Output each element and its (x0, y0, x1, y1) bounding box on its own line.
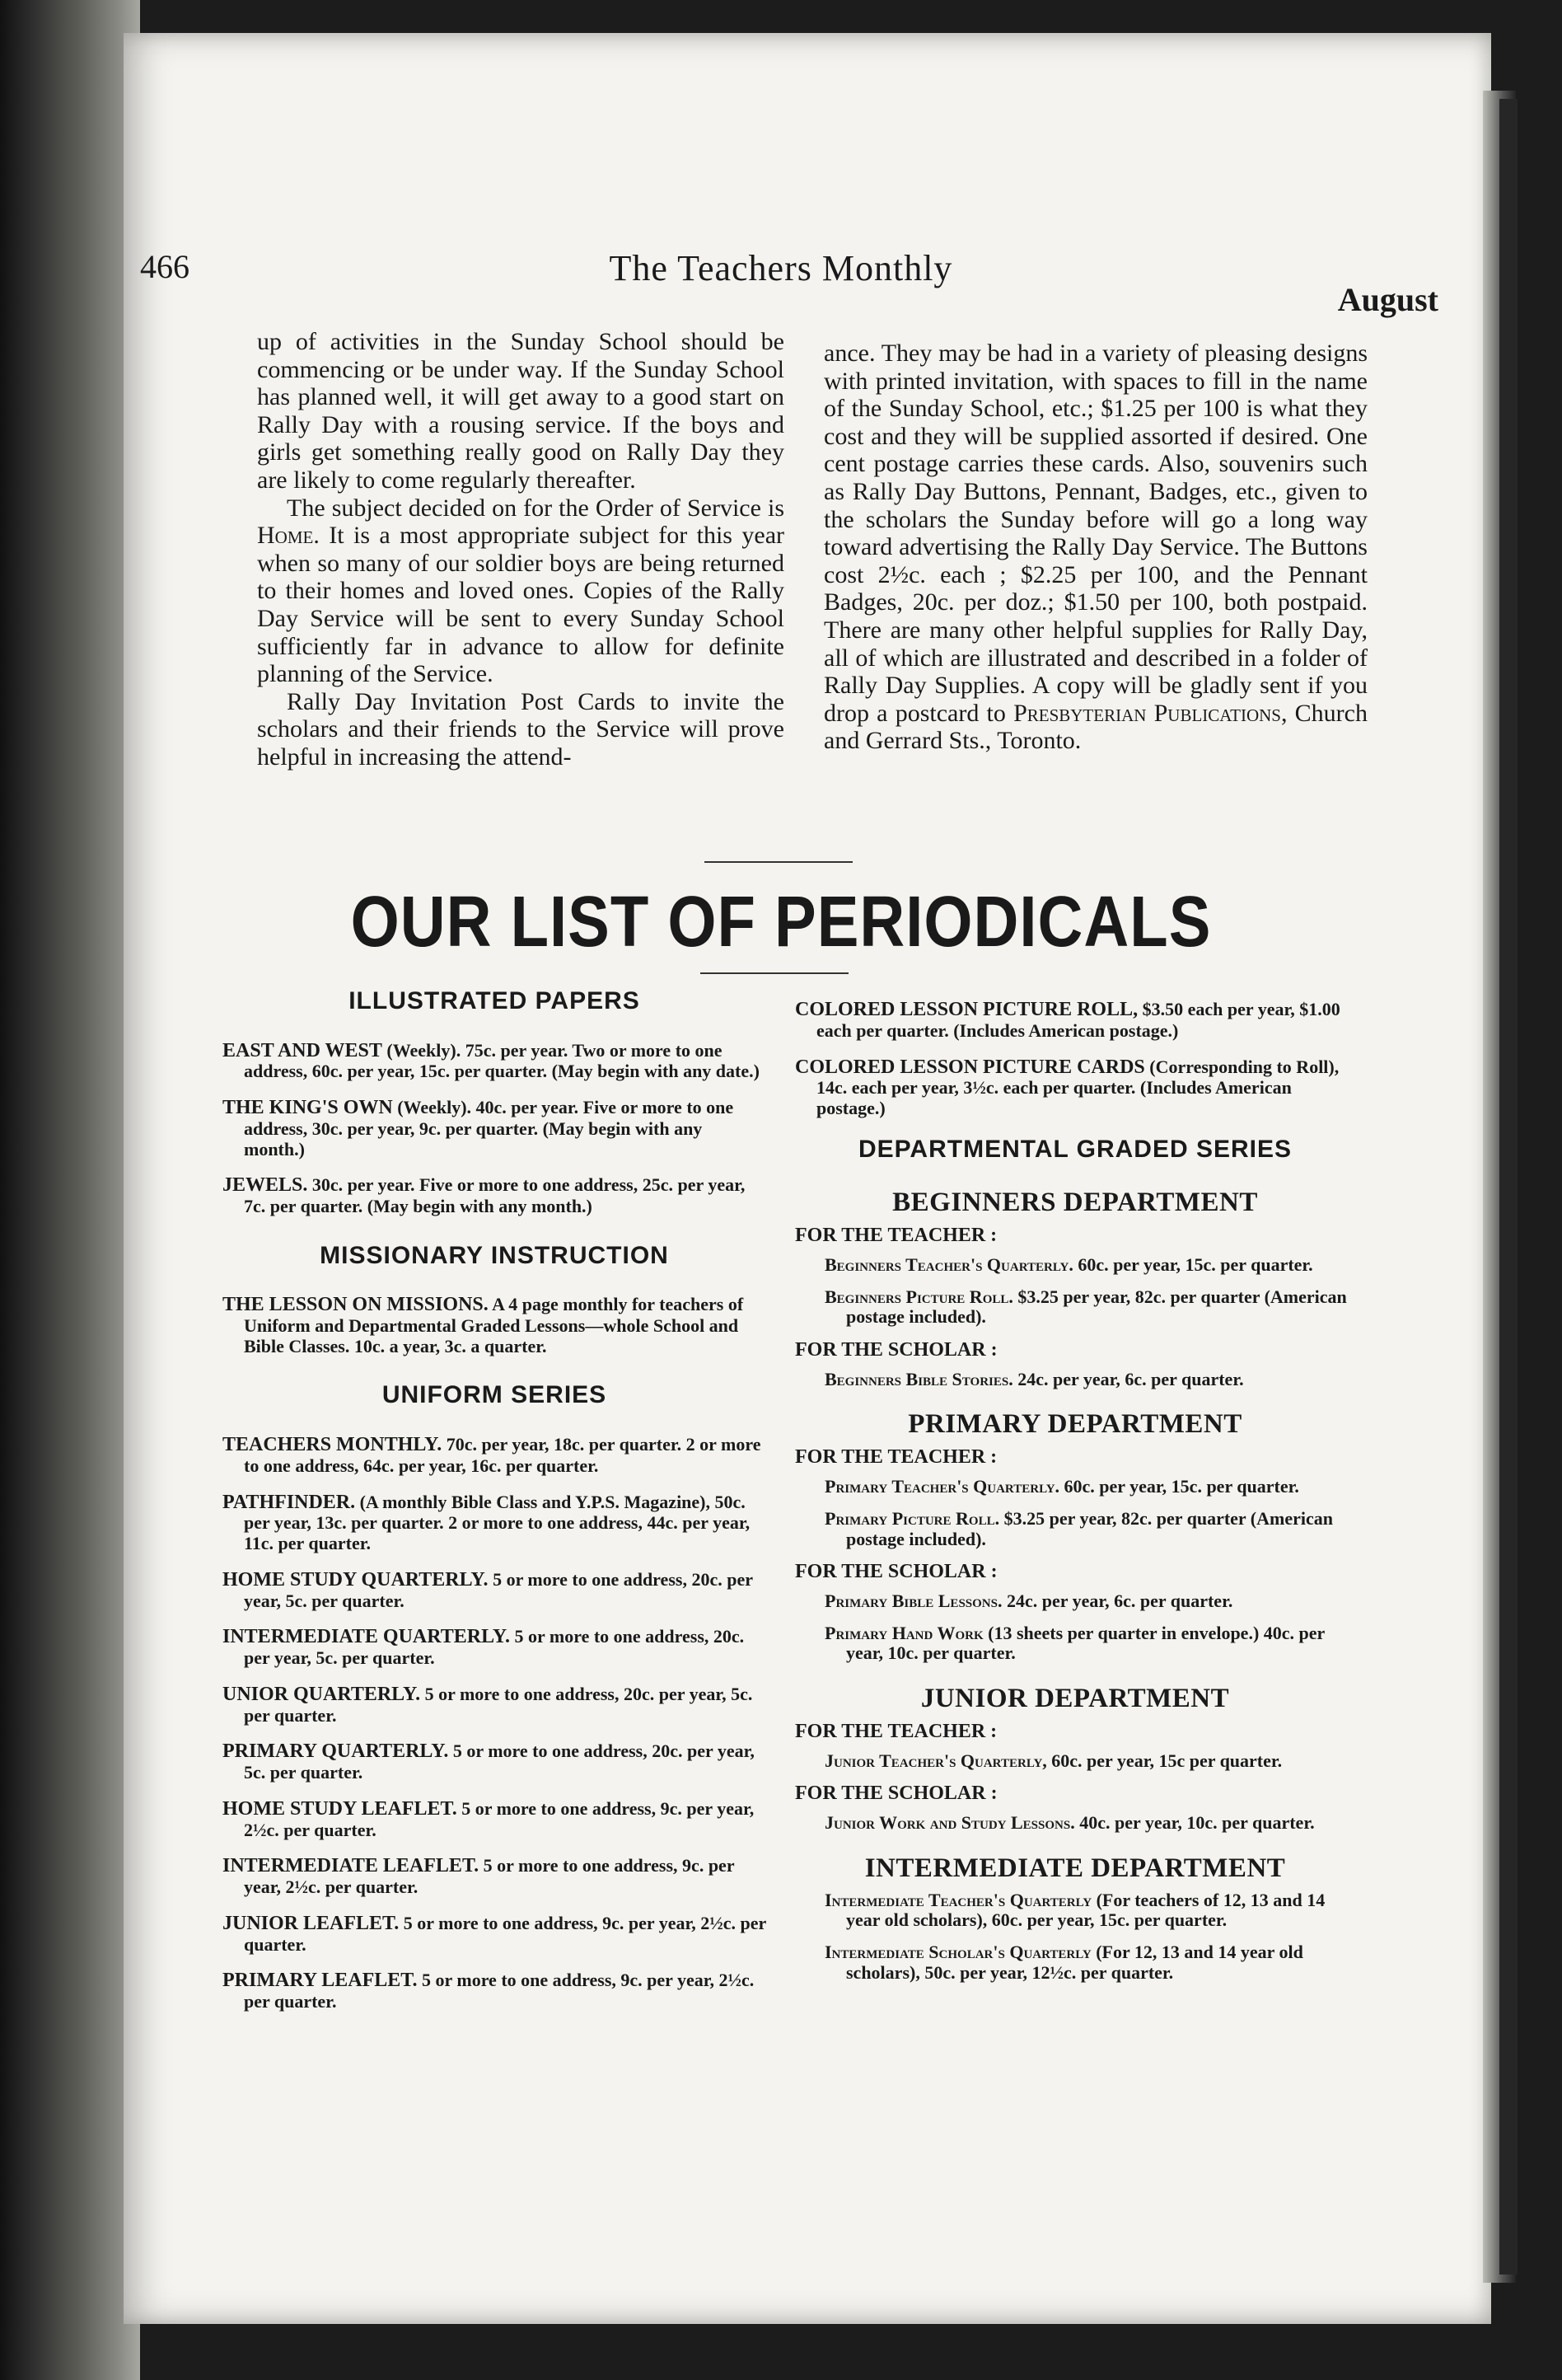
running-title: The Teachers Monthly (609, 248, 953, 288)
periodical-entry (222, 1970, 766, 2012)
periodicals-right-column (795, 999, 1355, 1994)
periodical-entry (795, 999, 1355, 1042)
book-page-stack-left (0, 0, 140, 2380)
missionary-list (222, 1294, 766, 1356)
picture-roll-list (795, 999, 1355, 1119)
periodical-entry (222, 1740, 766, 1783)
prose-right-column (824, 340, 1368, 755)
periodical-name: Beginners Teacher's Quarterly. (825, 1254, 1073, 1276)
prose-paragraph: Rally Day Invitation Post Cards to invite the scholars and their friends to the Service will prove helpful in increasing the attend- (257, 687, 784, 771)
periodical-details: $3.50 each per year, $1.00 each per quarter. (Includes American postage.) (816, 999, 1340, 1041)
missionary-instruction-heading: MISSIONARY INSTRUCTION (320, 1241, 669, 1269)
periodical-details: 70c. per year, 18c. per quarter. 2 or more to one address, 64c. per year, 16c. per quarter. (244, 1434, 761, 1476)
periodical-entry (222, 1626, 766, 1669)
for-the-scholar-label: FOR THE SCHOLAR : (795, 1338, 998, 1361)
periodical-details: (Weekly). 40c. per year. Five or more to one address, 30c. per year, 9c. per quarter. (May begin with any month.) (244, 1097, 734, 1160)
periodical-entry (825, 1751, 1355, 1772)
periodical-name: INTERMEDIATE LEAFLET. (222, 1855, 479, 1877)
periodical-name: THE KING'S OWN (222, 1097, 393, 1119)
illustrated-papers-list (222, 1040, 766, 1217)
junior-teacher-list (795, 1751, 1355, 1772)
periodical-details: 24c. per year, 6c. per quarter. (1012, 1368, 1244, 1389)
periodical-entry (825, 1509, 1355, 1549)
periodical-name: INTERMEDIATE QUARTERLY. (222, 1626, 511, 1648)
periodical-name: THE LESSON ON MISSIONS. (222, 1294, 489, 1316)
periodical-name: HOME STUDY LEAFLET. (222, 1797, 457, 1820)
periodical-details: (13 sheets per quarter in envelope.) 40c. per year, 10c. per quarter. (846, 1622, 1325, 1664)
periodical-details: 5 or more to one address, 20c. per year, 5c. per quarter. (244, 1626, 745, 1669)
prose-text: . It is a most appropriate subject for this year when so many of our soldier boys are being returned to their homes and loved ones. Copies of the Rally Day Service will be sent to every Sunday School sufficiently far in advance to allow for definite planning of the Service. (257, 522, 784, 688)
periodical-entry (222, 1174, 766, 1217)
periodical-details: (For teachers of 12, 13 and 14 year old scholars), 60c. per year, 15c. per quarter. (846, 1889, 1326, 1931)
periodical-name: Primary Bible Lessons. (825, 1591, 1003, 1611)
periodical-details: 5 or more to one address, 9c. per year, 2½c. per quarter. (244, 1912, 766, 1955)
beginners-teacher-list (795, 1255, 1355, 1328)
order-of-service-subject: Home (257, 522, 314, 550)
periodical-entry (795, 1056, 1355, 1119)
periodical-details: 60c. per year, 15c. per quarter. (1059, 1476, 1299, 1497)
periodical-details: 40c. per year, 10c. per quarter. (1074, 1812, 1315, 1834)
prose-left-column (257, 328, 784, 771)
periodical-details: (A monthly Bible Class and Y.P.S. Magazine), 50c. per year, 13c. per quarter. 2 or more to one address, 44c. per year, 11c. per quarter. (244, 1491, 751, 1554)
intermediate-department-heading: INTERMEDIATE DEPARTMENT (864, 1853, 1286, 1883)
prose-text: The subject decided on for the Order of Service is (287, 494, 784, 522)
periodical-name: JUNIOR LEAFLET. (222, 1912, 400, 1934)
periodical-entry (825, 1591, 1355, 1612)
periodical-name: PATHFINDER. (222, 1491, 356, 1513)
periodical-entry (222, 1294, 766, 1356)
periodical-details: 24c. per year, 6c. per quarter. (1002, 1591, 1233, 1611)
periodical-details: 5 or more to one address, 9c. per year, 2½c. per quarter. (244, 1855, 735, 1898)
periodical-entry (222, 1798, 766, 1841)
periodical-details: (Weekly). 75c. per year. Two or more to one address, 60c. per year, 15c. per quarter. (May begin with any date.) (244, 1039, 760, 1082)
beginners-department-heading: BEGINNERS DEPARTMENT (892, 1188, 1258, 1218)
periodical-entry (222, 1913, 766, 1956)
periodical-details: $3.25 per year, 82c. per quarter (American postage included). (846, 1507, 1333, 1549)
page-number: 466 (140, 248, 189, 285)
periodical-details: (Corresponding to Roll), 14c. each per year, 3½c. each per quarter. (Includes American postage.) (816, 1056, 1340, 1118)
prose-text: ance. They may be had in a variety of pleasing designs with printed invitation, with spaces to fill in the name of the Sunday School, etc.; $1.25 per 100 is what they cost and they will be supplied assorted if desired. One cent postage carries these cards. Also, souvenirs such as Rally Day Buttons, Pennant, Badges, etc., given to the scholars the Sunday before will go a long way toward advertising the Rally Day Service. The Buttons cost 2½c. each ; $2.25 per 100, and the Pennant Badges, 20c. per doz.; $1.50 per 100, both postpaid. There are many other helpful supplies for Rally Day, all of which are illustrated and described in a folder of Rally Day Supplies. A copy will be gladly sent if you drop a postcard to (824, 340, 1368, 727)
periodical-entry (222, 1492, 766, 1554)
periodical-entry (222, 1855, 766, 1898)
periodical-entry (825, 1255, 1355, 1276)
junior-scholar-list (795, 1813, 1355, 1834)
for-the-teacher-label: FOR THE TEACHER : (795, 1225, 998, 1247)
prose-paragraph: up of activities in the Sunday School should be commencing or be under way. If the Sunday School has planned well, it will get away to a good start on Rally Day with a rousing service. If the boys and girls get something really good on Rally Day they are likely to come regularly thereafter. (257, 328, 784, 494)
periodical-entry (825, 1477, 1355, 1497)
periodical-name: COLORED LESSON PICTURE CARDS (795, 1056, 1145, 1078)
publisher-name: Presbyterian Publications (1013, 699, 1281, 727)
periodical-entry (825, 1370, 1355, 1390)
periodical-entry (222, 1097, 766, 1160)
periodical-name: COLORED LESSON PICTURE ROLL, (795, 999, 1139, 1020)
periodical-details: $3.25 per year, 82c. per quarter (American postage included). (846, 1286, 1347, 1328)
periodical-name: HOME STUDY QUARTERLY. (222, 1568, 489, 1591)
periodical-entry (222, 1569, 766, 1612)
uniform-series-list (222, 1434, 766, 2012)
for-the-scholar-label: FOR THE SCHOLAR : (795, 1783, 998, 1805)
uniform-series-heading: UNIFORM SERIES (381, 1381, 607, 1409)
periodical-details: 30c. per year. Five or more to one address, 25c. per year, 7c. per quarter. (May begin with any month.) (244, 1174, 746, 1217)
periodical-details: 60c. per year, 15c. per quarter. (1073, 1254, 1313, 1276)
periodical-name: PRIMARY LEAFLET. (222, 1970, 418, 1992)
primary-scholar-list (795, 1591, 1355, 1664)
for-the-teacher-label: FOR THE TEACHER : (795, 1720, 998, 1742)
for-the-scholar-label: FOR THE SCHOLAR : (795, 1561, 998, 1583)
beginners-scholar-list (795, 1370, 1355, 1390)
issue-month: August (1337, 281, 1438, 318)
book-cover-edge (1499, 99, 1518, 2275)
primary-teacher-list (795, 1477, 1355, 1549)
prose-paragraph (257, 494, 784, 688)
primary-department-heading: PRIMARY DEPARTMENT (908, 1409, 1242, 1440)
periodical-name: Junior Work and Study Lessons. (825, 1812, 1075, 1834)
periodical-entry (222, 1684, 766, 1726)
periodical-name: EAST AND WEST (222, 1039, 382, 1061)
periodical-entry (222, 1040, 766, 1083)
periodical-name: JEWELS. (222, 1174, 308, 1197)
periodical-details: 5 or more to one address, 9c. per year, 2½c. per quarter. (244, 1970, 755, 2012)
prose-paragraph (824, 340, 1368, 755)
prose-text: , Church and Gerrard Sts., Toronto. (824, 699, 1368, 755)
periodical-name: UNIOR QUARTERLY. (222, 1683, 421, 1705)
periodical-name: TEACHERS MONTHLY. (222, 1434, 442, 1456)
periodical-details: A 4 page monthly for teachers of Uniform and Departmental Graded Lessons—whole School and Bible Classes. 10c. a year, 3c. a quarter. (244, 1294, 744, 1356)
periodical-entry (825, 1890, 1355, 1931)
periodical-name: Intermediate Scholar's Quarterly (825, 1942, 1092, 1963)
periodical-name: Primary Hand Work (825, 1622, 984, 1643)
illustrated-papers-heading: ILLUSTRATED PAPERS (348, 987, 640, 1014)
periodical-entry (825, 1813, 1355, 1834)
periodical-name: Intermediate Teacher's Quarterly (825, 1889, 1092, 1910)
periodical-details: 60c. per year, 15c per quarter. (1046, 1750, 1283, 1771)
periodical-details: 5 or more to one address, 20c. per year, 5c. per quarter. (244, 1740, 755, 1783)
periodical-entry (825, 1942, 1355, 1983)
periodical-details: 5 or more to one address, 20c. per year, 5c. per quarter. (244, 1568, 753, 1611)
periodical-name: Primary Teacher's Quarterly. (825, 1476, 1060, 1497)
section-divider (704, 861, 853, 863)
periodical-entry (825, 1287, 1355, 1328)
departmental-graded-heading: DEPARTMENTAL GRADED SERIES (858, 1135, 1293, 1163)
periodical-name: Beginners Picture Roll. (825, 1286, 1013, 1307)
periodical-name: Primary Picture Roll. (825, 1507, 1000, 1529)
for-the-teacher-label: FOR THE TEACHER : (795, 1446, 998, 1469)
periodical-entry (222, 1434, 766, 1477)
periodicals-left-column (222, 972, 766, 2027)
periodical-details: 5 or more to one address, 20c. per year, 5c. per quarter. (244, 1683, 753, 1726)
page-header (0, 247, 1562, 318)
periodical-details: (For 12, 13 and 14 year old scholars), 50c. per year, 12½c. per quarter. (846, 1942, 1303, 1983)
periodical-name: Junior Teacher's Quarterly, (825, 1750, 1047, 1771)
periodical-name: PRIMARY QUARTERLY. (222, 1740, 449, 1763)
periodical-name: Beginners Bible Stories. (825, 1368, 1013, 1389)
periodical-details: 5 or more to one address, 9c. per year, 2½c. per quarter. (244, 1797, 755, 1840)
periodicals-list-title: OUR LIST OF PERIODICALS (350, 881, 1212, 963)
intermediate-list (795, 1890, 1355, 1984)
periodical-entry (825, 1623, 1355, 1664)
junior-department-heading: JUNIOR DEPARTMENT (920, 1683, 1230, 1713)
